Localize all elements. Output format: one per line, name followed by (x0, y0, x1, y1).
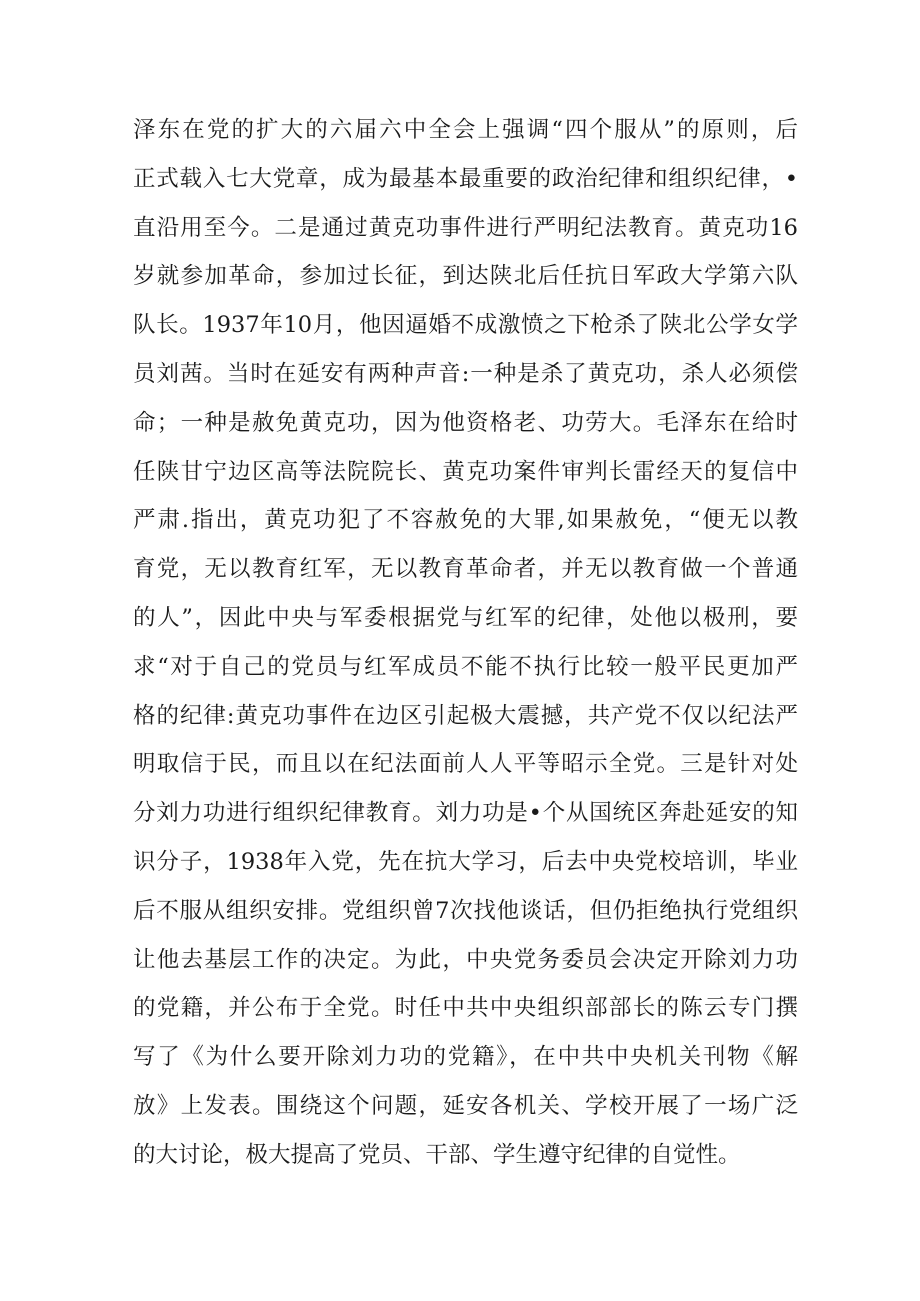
text-line: 命；一种是赦免黄克功，因为他资格老、功劳大。毛泽东在给时 (133, 409, 798, 436)
body-text (133, 106, 798, 1180)
text-line: 任陕甘宁边区高等法院院长、黄克功案件审判长雷经天的复信中 (133, 458, 798, 485)
text-line: 的人”，因此中央与军委根据党与红军的纪律，处他以极刑，要 (133, 604, 798, 631)
text-line: 正式载入七大党章，成为最基本最重要的政治纪律和组织纪律，• (133, 165, 798, 192)
text-line: 明取信于民，而且以在纪法面前人人平等昭示全党。三是针对处 (133, 751, 798, 778)
text-line: 让他去基层工作的决定。为此，中央党务委员会决定开除刘力功 (133, 946, 798, 973)
text-line: 员刘茜。当时在延安有两种声音:一种是杀了黄克功，杀人必须偿 (133, 360, 798, 387)
text-line: 直沿用至今。二是通过黄克功事件进行严明纪法教育。黄克功16 (133, 214, 798, 241)
text-line: 写了《为什么要开除刘力功的党籍》，在中共中央机关刊物《解 (133, 1044, 798, 1071)
text-line-last: 的大讨论，极大提高了党员、干部、学生遵守纪律的自觉性。 (133, 1141, 741, 1168)
text-line: 分刘力功进行组织纪律教育。刘力功是•个从国统区奔赴延安的知 (133, 800, 798, 827)
text-line: 的党籍，并公布于全党。时任中共中央组织部部长的陈云专门撰 (133, 995, 798, 1022)
text-line: 泽东在党的扩大的六届六中全会上强调“四个服从”的原则，后 (133, 117, 798, 143)
text-line: 求“对于自己的党员与红军成员不能不执行比较一般平民更加严 (133, 653, 798, 680)
text-line: 队长。1937年10月，他因逼婚不成激愤之下枪杀了陕北公学女学 (133, 312, 798, 339)
text-line: 后不服从组织安排。党组织曾7次找他谈话，但仍拒绝执行党组织 (133, 897, 798, 924)
text-line: 放》上发表。围绕这个问题，延安各机关、学校开展了一场广泛 (133, 1092, 798, 1119)
text-line: 识分子，1938年入党，先在抗大学习，后去中央党校培训，毕业 (133, 848, 798, 875)
text-line: 严肃.指出，黄克功犯了不容赦免的大罪,如果赦免，“便无以教 (133, 507, 798, 534)
text-line: 育党，无以教育红军，无以教育革命者，并无以教育做一个普通 (133, 556, 798, 583)
text-line: 岁就参加革命，参加过长征，到达陕北后任抗日军政大学第六队 (133, 263, 798, 290)
text-line: 格的纪律:黄克功事件在边区引起极大震撼，共产党不仅以纪法严 (133, 702, 798, 729)
